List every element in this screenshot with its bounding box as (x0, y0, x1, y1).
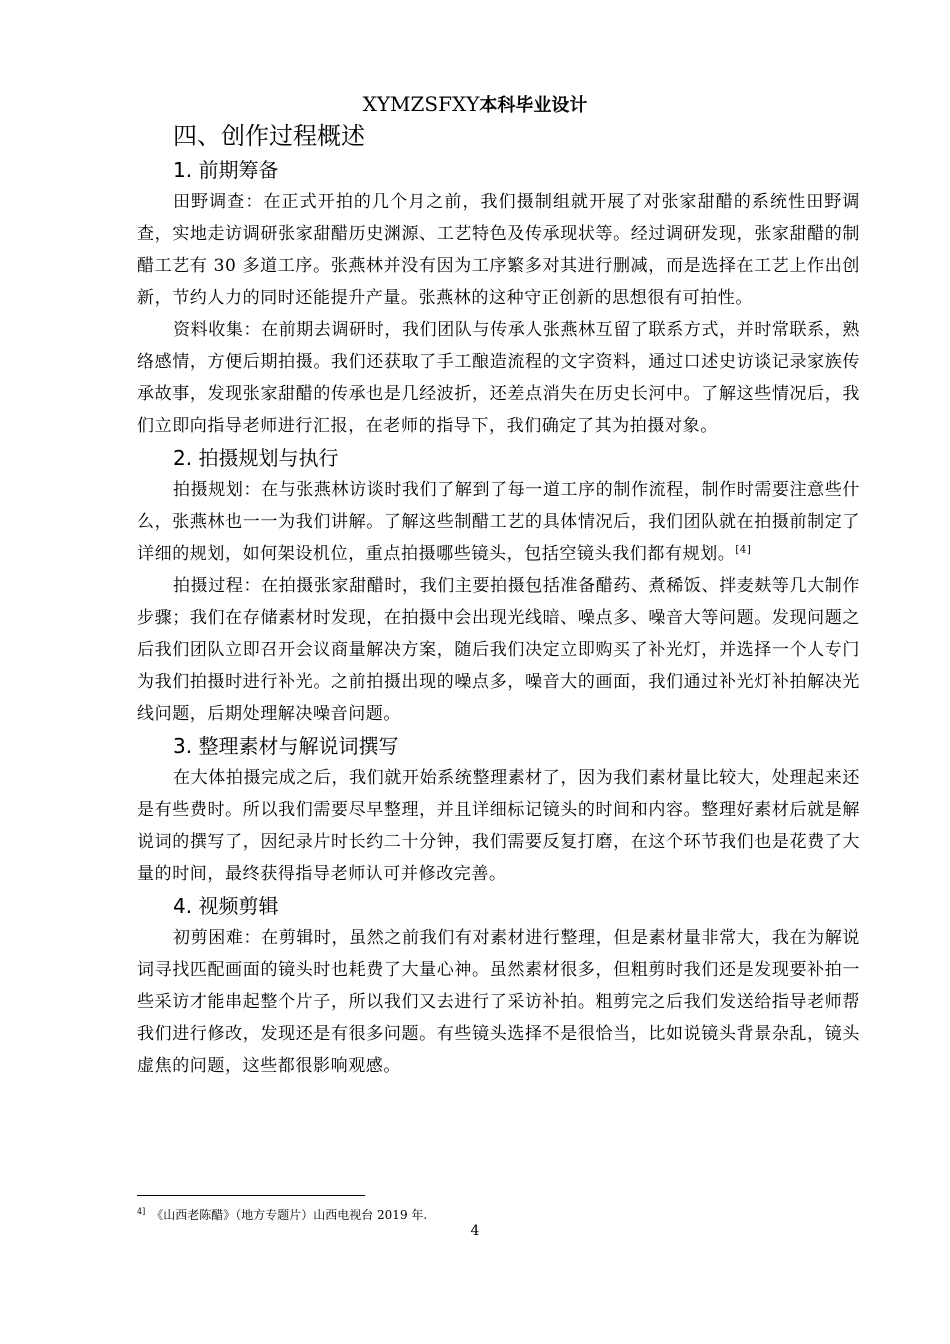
footnote (137, 1207, 427, 1223)
header-code: XYMZSFXY (362, 92, 480, 116)
paragraph-field-survey: 田野调查：在正式开拍的几个月之前，我们摄制组就开展了对张家甜醋的系统性田野调查，实地走访调研张家甜醋历史渊源、工艺特色及传承现状等。经过调研发现，张家甜醋的制醋工艺有 30 多道工序。张燕林并没有因为工序繁多对其进行删减，而是选择在工艺上作出创新，节约人力的同时还能提升产量。张燕林的这种守正创新的思想很有可拍性。 (137, 192, 860, 308)
citation-ref[interactable]: [4] (735, 544, 752, 556)
footnote-divider (137, 1195, 365, 1196)
paragraph-rough-cut: 初剪困难：在剪辑时，虽然之前我们有对素材进行整理，但是素材量非常大，我在为解说词寻找匹配画面的镜头时也耗费了大量心神。虽然素材很多，但粗剪时我们还是发现要补拍一些采访才能串起整个片子，所以我们又去进行了采访补拍。粗剪完之后我们发送给指导老师帮我们进行修改，发现还是有很多问题。有些镜头选择不是很恰当，比如说镜头背景杂乱，镜头虚焦的问题，这些都很影响观感。 (137, 928, 860, 1076)
main-content (137, 118, 860, 1082)
subsection-title-1: 1. 前期筹备 (173, 158, 279, 182)
paragraph-material-organizing: 在大体拍摄完成之后，我们就开始系统整理素材了，因为我们素材量比较大，处理起来还是有些费时。所以我们需要尽早整理，并且详细标记镜头的时间和内容。整理好素材后就是解说词的撰写了，因纪录片时长约二十分钟，我们需要反复打磨，在这个环节我们也是花费了大量的时间，最终获得指导老师认可并修改完善。 (137, 768, 860, 884)
footnote-mark: 4] (137, 1207, 146, 1216)
paragraph-data-collection: 资料收集：在前期去调研时，我们团队与传承人张燕林互留了联系方式，并时常联系，熟络感情，方便后期拍摄。我们还获取了手工酿造流程的文字资料，通过口述史访谈记录家族传承故事，发现张家甜醋的传承也是几经波折，还差点消失在历史长河中。了解这些情况后，我们立即向指导老师进行汇报，在老师的指导下，我们确定了其为拍摄对象。 (137, 320, 860, 436)
paragraph-shooting-process: 拍摄过程：在拍摄张家甜醋时，我们主要拍摄包括准备醋药、煮稀饭、拌麦麸等几大制作步骤；我们在存储素材时发现，在拍摄中会出现光线暗、噪点多、噪音大等问题。发现问题之后我们团队立即召开会议商量解决方案，随后我们决定立即购买了补光灯，并选择一个人专门为我们拍摄时进行补光。之前拍摄出现的噪点多，噪音大的画面，我们通过补光灯补拍解决光线问题，后期处理解决噪音问题。 (137, 576, 860, 724)
subsection-title-3: 3. 整理素材与解说词撰写 (173, 734, 399, 758)
paragraph-shooting-plan (137, 474, 860, 570)
page-header (0, 90, 950, 120)
subsection-title-4: 4. 视频剪辑 (173, 894, 279, 918)
subsection-title-2: 2. 拍摄规划与执行 (173, 446, 339, 470)
footnote-text: 《山西老陈醋》（地方专题片）山西电视台 2019 年. (151, 1208, 428, 1222)
page-number: 4 (470, 1223, 480, 1239)
paragraph-shooting-plan-text: 拍摄规划：在与张燕林访谈时我们了解到了每一道工序的制作流程，制作时需要注意些什么，张燕林也一一为我们讲解。了解这些制醋工艺的具体情况后，我们团队就在拍摄前制定了详细的规划，如何架设机位，重点拍摄哪些镜头，包括空镜头我们都有规划。 (137, 480, 860, 564)
header-title: 本科毕业设计 (479, 95, 588, 116)
section-title: 四、创作过程概述 (173, 122, 365, 150)
